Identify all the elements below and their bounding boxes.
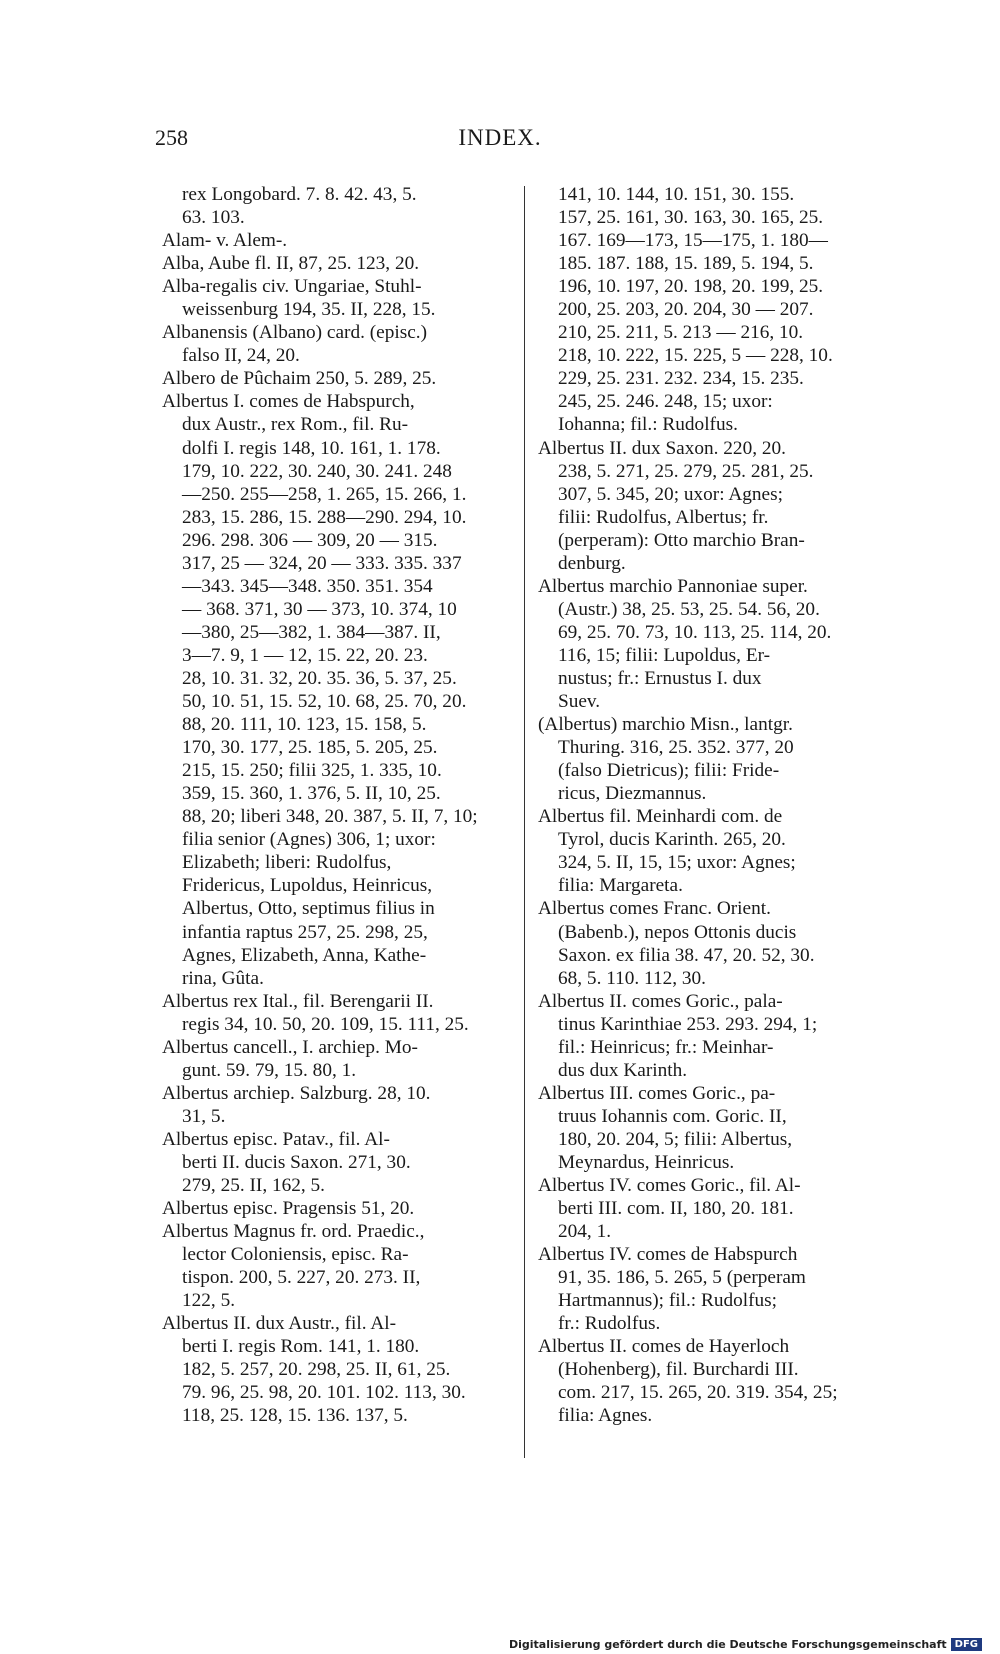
index-line: filia: Margareta. <box>558 875 683 897</box>
index-line: 69, 25. 70. 73, 10. 113, 25. 114, 20. <box>558 621 832 643</box>
index-line: Albertus II. comes de Hayerloch <box>538 1336 790 1358</box>
index-line: Albertus I. comes de Habspurch, <box>162 391 415 413</box>
index-line: 296. 298. 306 — 309, 20 — 315. <box>182 529 438 551</box>
index-line: fr.: Rudolfus. <box>558 1313 661 1335</box>
index-line: tispon. 200, 5. 227, 20. 273. II, <box>182 1267 421 1289</box>
index-line: fil.: Heinricus; fr.: Meinhar- <box>558 1036 774 1058</box>
index-line: 79. 96, 25. 98, 20. 101. 102. 113, 30. <box>182 1382 466 1404</box>
index-line: 245, 25. 246. 248, 15; uxor: <box>558 391 773 413</box>
index-line: Tyrol, ducis Karinth. 265, 20. <box>558 829 786 851</box>
index-line: 215, 15. 250; filii 325, 1. 335, 10. <box>182 760 442 782</box>
credit-text: Digitalisierung gefördert durch die Deutsche Forschungsgemeinschaft <box>508 1638 947 1651</box>
index-line: berti III. com. II, 180, 20. 181. <box>558 1198 794 1220</box>
index-line: lector Coloniensis, episc. Ra- <box>182 1244 409 1266</box>
index-line: 238, 5. 271, 25. 279, 25. 281, 25. <box>558 460 814 482</box>
index-line: 210, 25. 211, 5. 213 — 216, 10. <box>558 322 804 344</box>
index-line: nustus; fr.: Ernustus I. dux <box>558 667 762 689</box>
index-line: filii: Rudolfus, Albertus; fr. <box>558 506 769 528</box>
index-line: infantia raptus 257, 25. 298, 25, <box>182 921 428 943</box>
index-line: Albertus IV. comes de Habspurch <box>538 1244 798 1266</box>
index-line: Alam- v. Alem-. <box>162 230 288 252</box>
index-line: —343. 345—348. 350. 351. 354 <box>182 575 433 597</box>
index-line: (Albertus) marchio Misn., lantgr. <box>538 714 793 736</box>
index-line: truus Iohannis com. Goric. II, <box>558 1105 787 1127</box>
index-line: Meynardus, Heinricus. <box>558 1151 735 1173</box>
index-line: 229, 25. 231. 232. 234, 15. 235. <box>558 368 804 390</box>
index-line: 204, 1. <box>558 1221 612 1243</box>
page-number: 258 <box>155 125 188 150</box>
index-line: filia senior (Agnes) 306, 1; uxor: <box>182 829 436 851</box>
index-line: Thuring. 316, 25. 352. 377, 20 <box>558 737 794 759</box>
index-line: Albertus II. dux Saxon. 220, 20. <box>538 437 786 459</box>
index-line: rex Longobard. 7. 8. 42. 43, 5. <box>182 184 417 205</box>
index-line: 50, 10. 51, 15. 52, 10. 68, 25. 70, 20. <box>182 691 467 713</box>
index-line: dux Austr., rex Rom., fil. Ru- <box>182 414 409 436</box>
index-line: Iohanna; fil.: Rudolfus. <box>558 414 738 436</box>
index-line: 88, 20; liberi 348, 20. 387, 5. II, 7, 10; <box>182 806 478 828</box>
index-line: com. 217, 15. 265, 20. 319. 354, 25; <box>558 1382 838 1404</box>
index-line: dolfi I. regis 148, 10. 161, 1. 178. <box>182 437 441 459</box>
index-line: 170, 30. 177, 25. 185, 5. 205, 25. <box>182 737 438 759</box>
index-line: (falso Dietricus); filii: Fride- <box>558 760 780 782</box>
index-line: Hartmannus); fil.: Rudolfus; <box>558 1290 778 1312</box>
index-line: 28, 10. 31. 32, 20. 35. 36, 5. 37, 25. <box>182 667 457 689</box>
index-line: 359, 15. 360, 1. 376, 5. II, 10, 25. <box>182 783 441 805</box>
index-line: (Austr.) 38, 25. 53, 25. 54. 56, 20. <box>558 598 820 620</box>
index-line: Fridericus, Lupoldus, Heinricus, <box>182 875 433 897</box>
index-line: berti I. regis Rom. 141, 1. 180. <box>182 1336 420 1358</box>
index-line: Albertus archiep. Salzburg. 28, 10. <box>162 1082 431 1104</box>
index-line: Albertus, Otto, septimus filius in <box>182 898 435 920</box>
index-line: 3—7. 9, 1 — 12, 15. 22, 20. 23. <box>182 644 428 666</box>
index-line: — 368. 371, 30 — 373, 10. 374, 10 <box>182 598 457 620</box>
index-line: 116, 15; filii: Lupoldus, Er- <box>558 644 771 666</box>
index-line: 279, 25. II, 162, 5. <box>182 1175 325 1197</box>
index-line: 118, 25. 128, 15. 136. 137, 5. <box>182 1405 408 1427</box>
index-line: Elizabeth; liberi: Rudolfus, <box>182 852 392 874</box>
index-line: (Babenb.), nepos Ottonis ducis <box>558 921 797 943</box>
index-line: denburg. <box>558 552 626 574</box>
index-line: 182, 5. 257, 20. 298, 25. II, 61, 25. <box>182 1359 451 1381</box>
index-column-left <box>162 183 514 1428</box>
index-line: regis 34, 10. 50, 20. 109, 15. 111, 25. <box>182 1013 469 1035</box>
index-line: Albanensis (Albano) card. (episc.) <box>162 322 428 344</box>
index-line: 122, 5. <box>182 1290 236 1312</box>
index-line: —380, 25—382, 1. 384—387. II, <box>182 621 441 643</box>
index-line: Albertus Magnus fr. ord. Praedic., <box>162 1221 425 1243</box>
index-line: 283, 15. 286, 15. 288—290. 294, 10. <box>182 506 467 528</box>
index-line: berti II. ducis Saxon. 271, 30. <box>182 1151 411 1173</box>
index-line: 218, 10. 222, 15. 225, 5 — 228, 10. <box>558 345 833 367</box>
index-line: Albertus rex Ital., fil. Berengarii II. <box>162 990 434 1012</box>
dfg-logo: DFG <box>951 1638 982 1651</box>
index-line: Albertus episc. Pragensis 51, 20. <box>162 1198 415 1220</box>
digitization-credit <box>509 1638 982 1651</box>
index-line: Suev. <box>558 691 601 713</box>
index-line: rina, Gûta. <box>182 967 264 989</box>
index-column-right <box>538 183 888 1428</box>
index-line: Agnes, Elizabeth, Anna, Kathe- <box>182 944 427 966</box>
index-line: 167. 169—173, 15—175, 1. 180— <box>558 230 828 252</box>
index-line: 91, 35. 186, 5. 265, 5 (perperam <box>558 1267 806 1289</box>
index-line: Albertus IV. comes Goric., fil. Al- <box>538 1175 801 1197</box>
index-line: (perperam): Otto marchio Bran- <box>558 529 805 551</box>
index-line: Saxon. ex filia 38. 47, 20. 52, 30. <box>558 944 815 966</box>
index-line: 307, 5. 345, 20; uxor: Agnes; <box>558 483 783 505</box>
index-line: Alba-regalis civ. Ungariae, Stuhl- <box>162 276 422 298</box>
index-line: dus dux Karinth. <box>558 1059 688 1081</box>
index-line: 157, 25. 161, 30. 163, 30. 165, 25. <box>558 207 824 229</box>
index-line: 88, 20. 111, 10. 123, 15. 158, 5. <box>182 714 427 736</box>
index-line: 200, 25. 203, 20. 204, 30 — 207. <box>558 299 814 321</box>
index-line: 324, 5. II, 15, 15; uxor: Agnes; <box>558 852 796 874</box>
index-line: ricus, Diezmannus. <box>558 783 707 805</box>
index-line: Alba, Aube fl. II, 87, 25. 123, 20. <box>162 253 420 275</box>
index-line: gunt. 59. 79, 15. 80, 1. <box>182 1059 357 1081</box>
index-line: tinus Karinthiae 253. 293. 294, 1; <box>558 1013 818 1035</box>
index-line: 185. 187. 188, 15. 189, 5. 194, 5. <box>558 253 814 275</box>
index-line: —250. 255—258, 1. 265, 15. 266, 1. <box>182 483 467 505</box>
index-line: weissenburg 194, 35. II, 228, 15. <box>182 299 436 321</box>
index-line: Albertus fil. Meinhardi com. de <box>538 806 783 828</box>
index-line: Albertus cancell., I. archiep. Mo- <box>162 1036 418 1058</box>
column-divider <box>524 186 525 1458</box>
index-line: 31, 5. <box>182 1105 226 1127</box>
index-line: Albertus III. comes Goric., pa- <box>538 1082 776 1104</box>
index-line: 179, 10. 222, 30. 240, 30. 241. 248 <box>182 460 452 482</box>
index-line: 196, 10. 197, 20. 198, 20. 199, 25. <box>558 276 824 298</box>
index-line: Albero de Pûchaim 250, 5. 289, 25. <box>162 368 437 390</box>
index-line: 63. 103. <box>182 207 245 229</box>
index-line: 141, 10. 144, 10. 151, 30. 155. <box>558 184 795 205</box>
index-line: Albertus episc. Patav., fil. Al- <box>162 1128 390 1150</box>
index-line: Albertus comes Franc. Orient. <box>538 898 771 920</box>
index-line: filia: Agnes. <box>558 1405 653 1427</box>
running-head: INDEX. <box>458 125 542 150</box>
index-line: 68, 5. 110. 112, 30. <box>558 967 706 989</box>
index-line: 180, 20. 204, 5; filii: Albertus, <box>558 1128 793 1150</box>
index-line: 317, 25 — 324, 20 — 333. 335. 337 <box>182 552 462 574</box>
index-line: falso II, 24, 20. <box>182 345 300 367</box>
index-line: (Hohenberg), fil. Burchardi III. <box>558 1359 799 1381</box>
index-line: Albertus II. dux Austr., fil. Al- <box>162 1313 397 1335</box>
index-line: Albertus marchio Pannoniae super. <box>538 575 808 597</box>
index-line: Albertus II. comes Goric., pala- <box>538 990 783 1012</box>
